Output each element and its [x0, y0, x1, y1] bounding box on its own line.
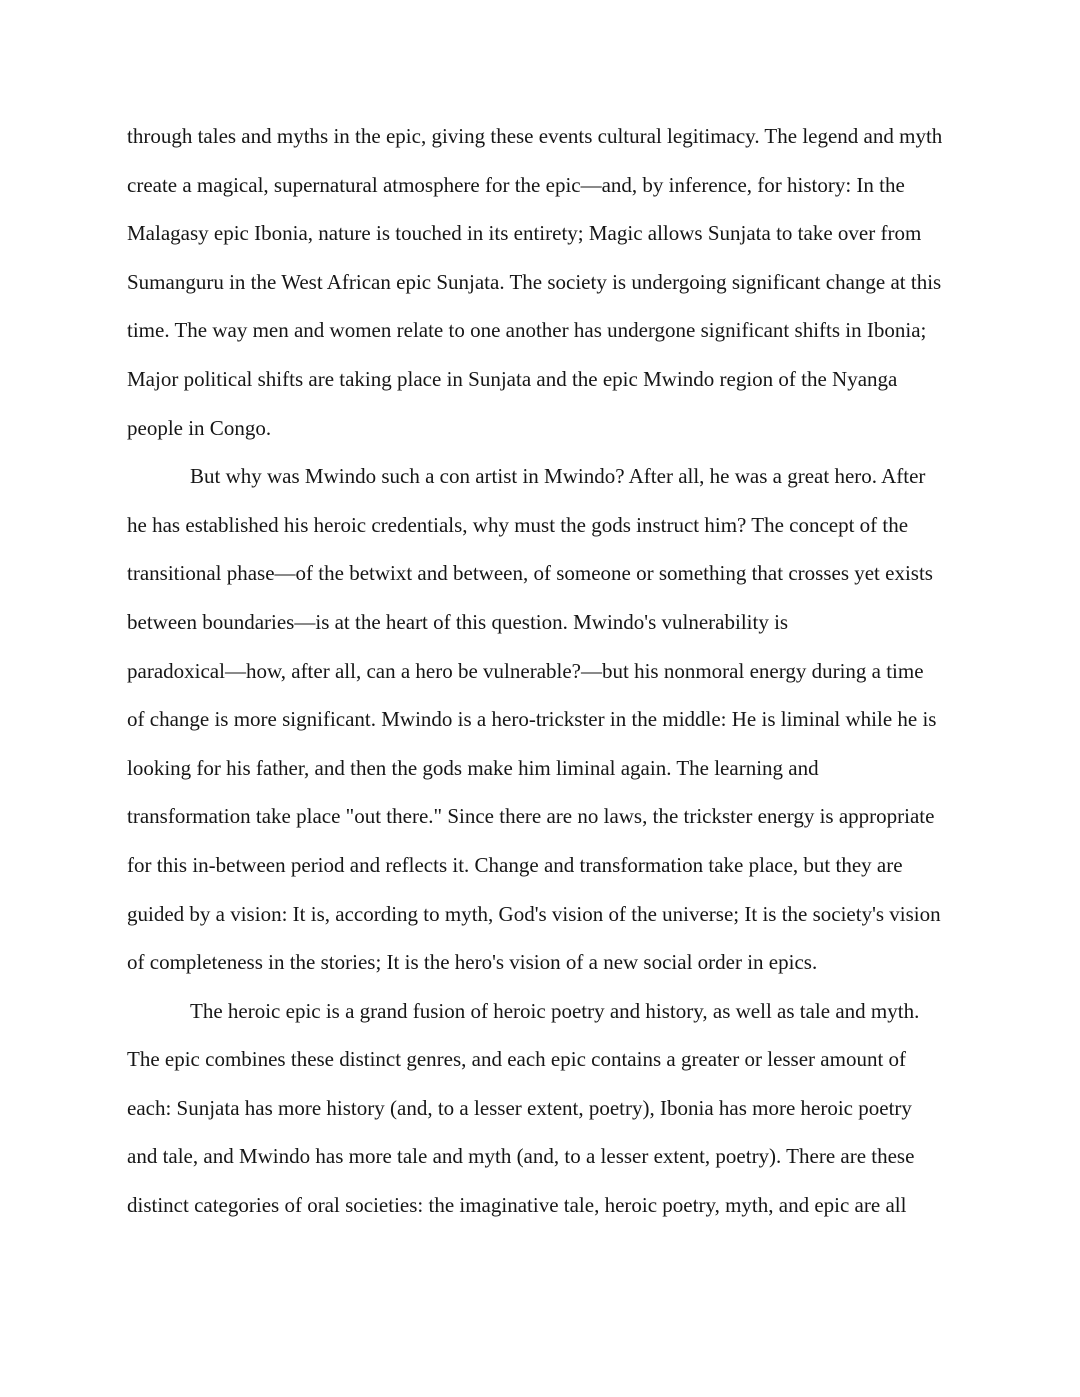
text-line: time. The way men and women relate to one another has undergone significant shifts in Ibonia;: [127, 318, 927, 343]
text-line: Major political shifts are taking place in Sunjata and the epic Mwindo region of the Nyanga: [127, 366, 898, 391]
text-line: guided by a vision: It is, according to myth, God's vision of the universe; It is the society's vision: [127, 901, 941, 926]
text-line: distinct categories of oral societies: the imaginative tale, heroic poetry, myth, and epic are all: [127, 1193, 907, 1218]
text-line: looking for his father, and then the gods make him liminal again. The learning and: [127, 755, 819, 780]
text-line: people in Congo.: [127, 415, 272, 440]
text-line: transitional phase—of the betwixt and between, of someone or something that crosses yet exists: [127, 561, 933, 586]
text-line: of completeness in the stories; It is the hero's vision of a new social order in epics.: [127, 950, 818, 975]
text-line: paradoxical—how, after all, can a hero be vulnerable?—but his nonmoral energy during a time: [127, 658, 924, 683]
text-line: The heroic epic is a grand fusion of heroic poetry and history, as well as tale and myth.: [190, 998, 920, 1023]
text-line: But why was Mwindo such a con artist in Mwindo? After all, he was a great hero. After: [190, 464, 926, 489]
document-body: [127, 112, 953, 1230]
paragraph: [127, 452, 953, 987]
paragraph: [127, 112, 953, 452]
text-line: through tales and myths in the epic, giving these events cultural legitimacy. The legend and myth: [127, 124, 943, 148]
text-line: for this in-between period and reflects it. Change and transformation take place, but they are: [127, 852, 903, 877]
text-line: Sumanguru in the West African epic Sunjata. The society is undergoing significant change at this: [127, 269, 942, 294]
text-line: create a magical, supernatural atmosphere for the epic—and, by inference, for history: In the: [127, 172, 905, 197]
text-line: Malagasy epic Ibonia, nature is touched in its entirety; Magic allows Sunjata to take over from: [127, 221, 922, 246]
text-line: and tale, and Mwindo has more tale and myth (and, to a lesser extent, poetry). There are these: [127, 1144, 915, 1169]
text-line: The epic combines these distinct genres, and each epic contains a greater or lesser amount of: [127, 1047, 907, 1072]
text-line: each: Sunjata has more history (and, to a lesser extent, poetry), Ibonia has more heroic poetry: [127, 1095, 912, 1120]
text-line: transformation take place "out there." Since there are no laws, the trickster energy is appropriate: [127, 804, 935, 829]
text-line: between boundaries—is at the heart of this question. Mwindo's vulnerability is: [127, 609, 789, 634]
paragraph: [127, 987, 953, 1230]
text-line: he has established his heroic credentials, why must the gods instruct him? The concept of the: [127, 512, 909, 537]
text-line: of change is more significant. Mwindo is a hero-trickster in the middle: He is liminal while he is: [127, 707, 937, 732]
